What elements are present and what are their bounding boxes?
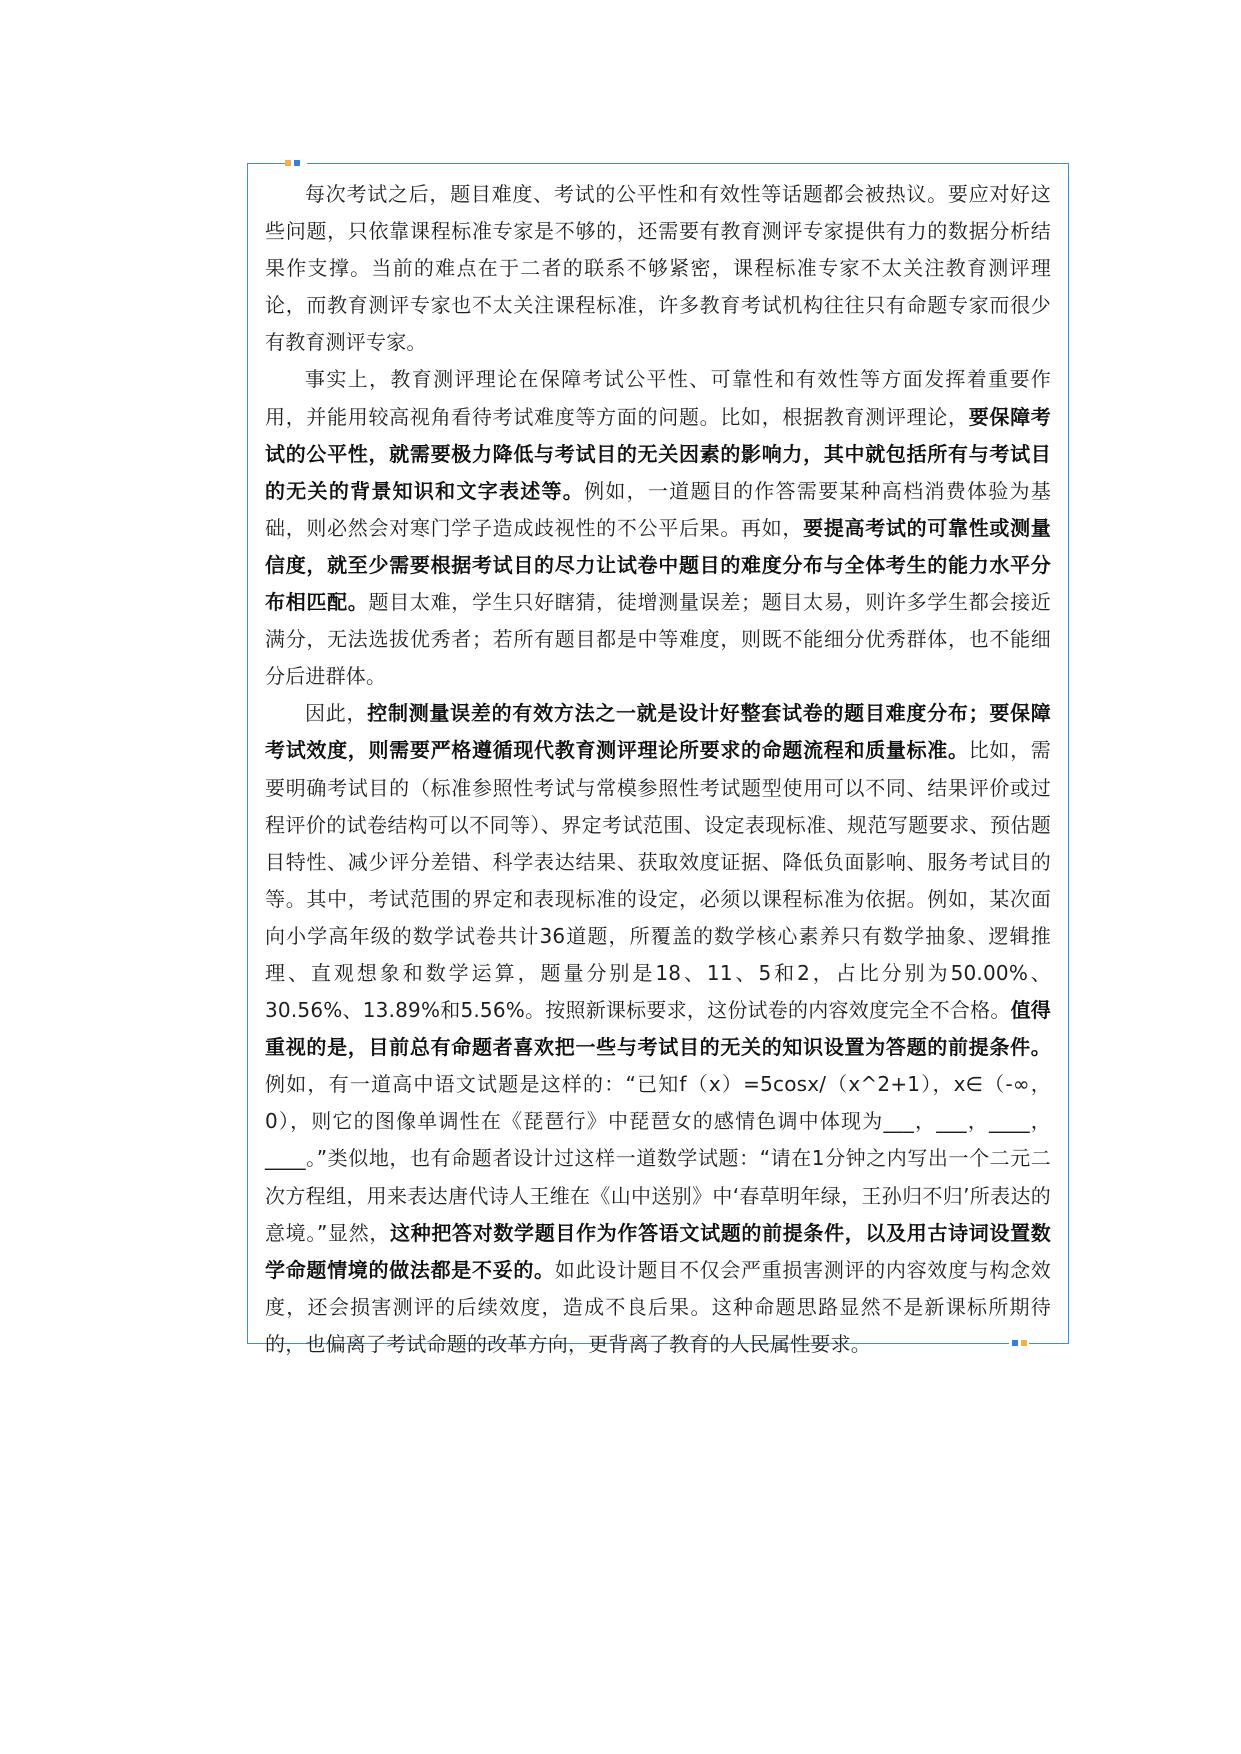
bold-text-segment: 值得重视的是，目前总有命题者喜欢把一些与考试目的无关的知识设置为答题的前提条件。	[265, 998, 1051, 1060]
text-segment: 如此设计题目不仅会严重损害测评的内容效度与构念效度，还会损害测评的后续效度，造成不良后果。这种命题思路显然不是新课标所期待的，也偏离了考试命题的改革方向，更背离了教育的人民属性要求。	[265, 1257, 1051, 1356]
corner-square-orange-top	[285, 160, 291, 166]
text-segment: 例如，有一道高中语文试题是这样的：“已知f（x）=5cosx/（x^2+1），x∈（-∞，0），则它的图像单调性在《琵琶行》中琵琶女的感情色调中体现为___，___，____，____。”类似地，也有命题者设计过这样一道数学试题：“请在1分钟之内写出一个二元二次方程组，用来表达唐代诗人王维在《山中送别》中‘春草明年绿，王孙归不归’所表达的意境。”显然，	[265, 1072, 1051, 1245]
paragraph	[265, 176, 1051, 361]
text-segment: 题目太难，学生只好瞎猜，徒增测量误差；题目太易，则许多学生都会接近满分，无法选拔优秀者；若所有题目都是中等难度，则既不能细分优秀群体，也不能细分后进群体。	[265, 590, 1052, 689]
bold-text-segment: 要提高考试的可靠性或测量信度，就至少需要根据考试目的尽力让试卷中题目的难度分布与全体考生的能力水平分布相匹配。	[265, 515, 1051, 615]
bold-text-segment: 控制测量误差的有效方法之一就是设计好整套试卷的题目难度分布；要保障考试效度，则需要严格遵循现代教育测评理论所要求的命题流程和质量标准。	[265, 701, 1051, 763]
paragraph	[265, 695, 1051, 1363]
text-segment: 事实上，教育测评理论在保障考试公平性、可靠性和有效性等方面发挥着重要作用，并能用较高视角看待考试难度等方面的问题。比如，根据教育测评理论，	[265, 367, 1051, 429]
corner-square-blue-top	[294, 160, 300, 166]
article-body	[265, 176, 1051, 1363]
bold-text-segment: 要保障考试的公平性，就需要极力降低与考试目的无关因素的影响力，其中就包括所有与考试目的无关的背景知识和文字表述等。	[265, 404, 1051, 503]
bold-text-segment: 这种把答对数学题目作为作答语文试题的前提条件，以及用古诗词设置数学命题情境的做法都是不妥的。	[265, 1220, 1051, 1282]
frame-top-left-edge	[247, 163, 287, 164]
text-segment: 例如，一道题目的作答需要某种高档消费体验为基础，则必然会对寒门学子造成歧视性的不公平后果。再如，	[265, 478, 1052, 540]
paragraph	[265, 361, 1051, 695]
text-segment: 比如，需要明确考试目的（标准参照性考试与常模参照性考试题型使用可以不同、结果评价或过程评价的试卷结构可以不同等）、界定考试范围、设定表现标准、规范写题要求、预估题目特性、减少评分差错、科学表达结果、获取效度证据、降低负面影响、服务考试目的等。其中，考试范围的界定和表现标准的设定，必须以课程标准为依据。例如，某次面向小学高年级的数学试卷共计36道题，所覆盖的数学核心素养只有数学抽象、逻辑推理、直观想象和数学运算，题量分别是18、11、5和2，占比分别为50.00%、30.56%、13.89%和5.56%。按照新课标要求，这份试卷的内容效度完全不合格。	[265, 738, 1051, 1023]
frame-top-right-edge	[307, 163, 1069, 164]
text-segment: 因此，	[305, 701, 368, 726]
text-segment: 每次考试之后，题目难度、考试的公平性和有效性等话题都会被热议。要应对好这些问题，只依靠课程标准专家是不够的，还需要有教育测评专家提供有力的数据分析结果作支撑。当前的难点在于二者的联系不够紧密，课程标准专家不太关注教育测评理论，而教育测评专家也不太关注课程标准，许多教育考试机构往往只有命题专家而很少有教育测评专家。	[265, 182, 1051, 355]
